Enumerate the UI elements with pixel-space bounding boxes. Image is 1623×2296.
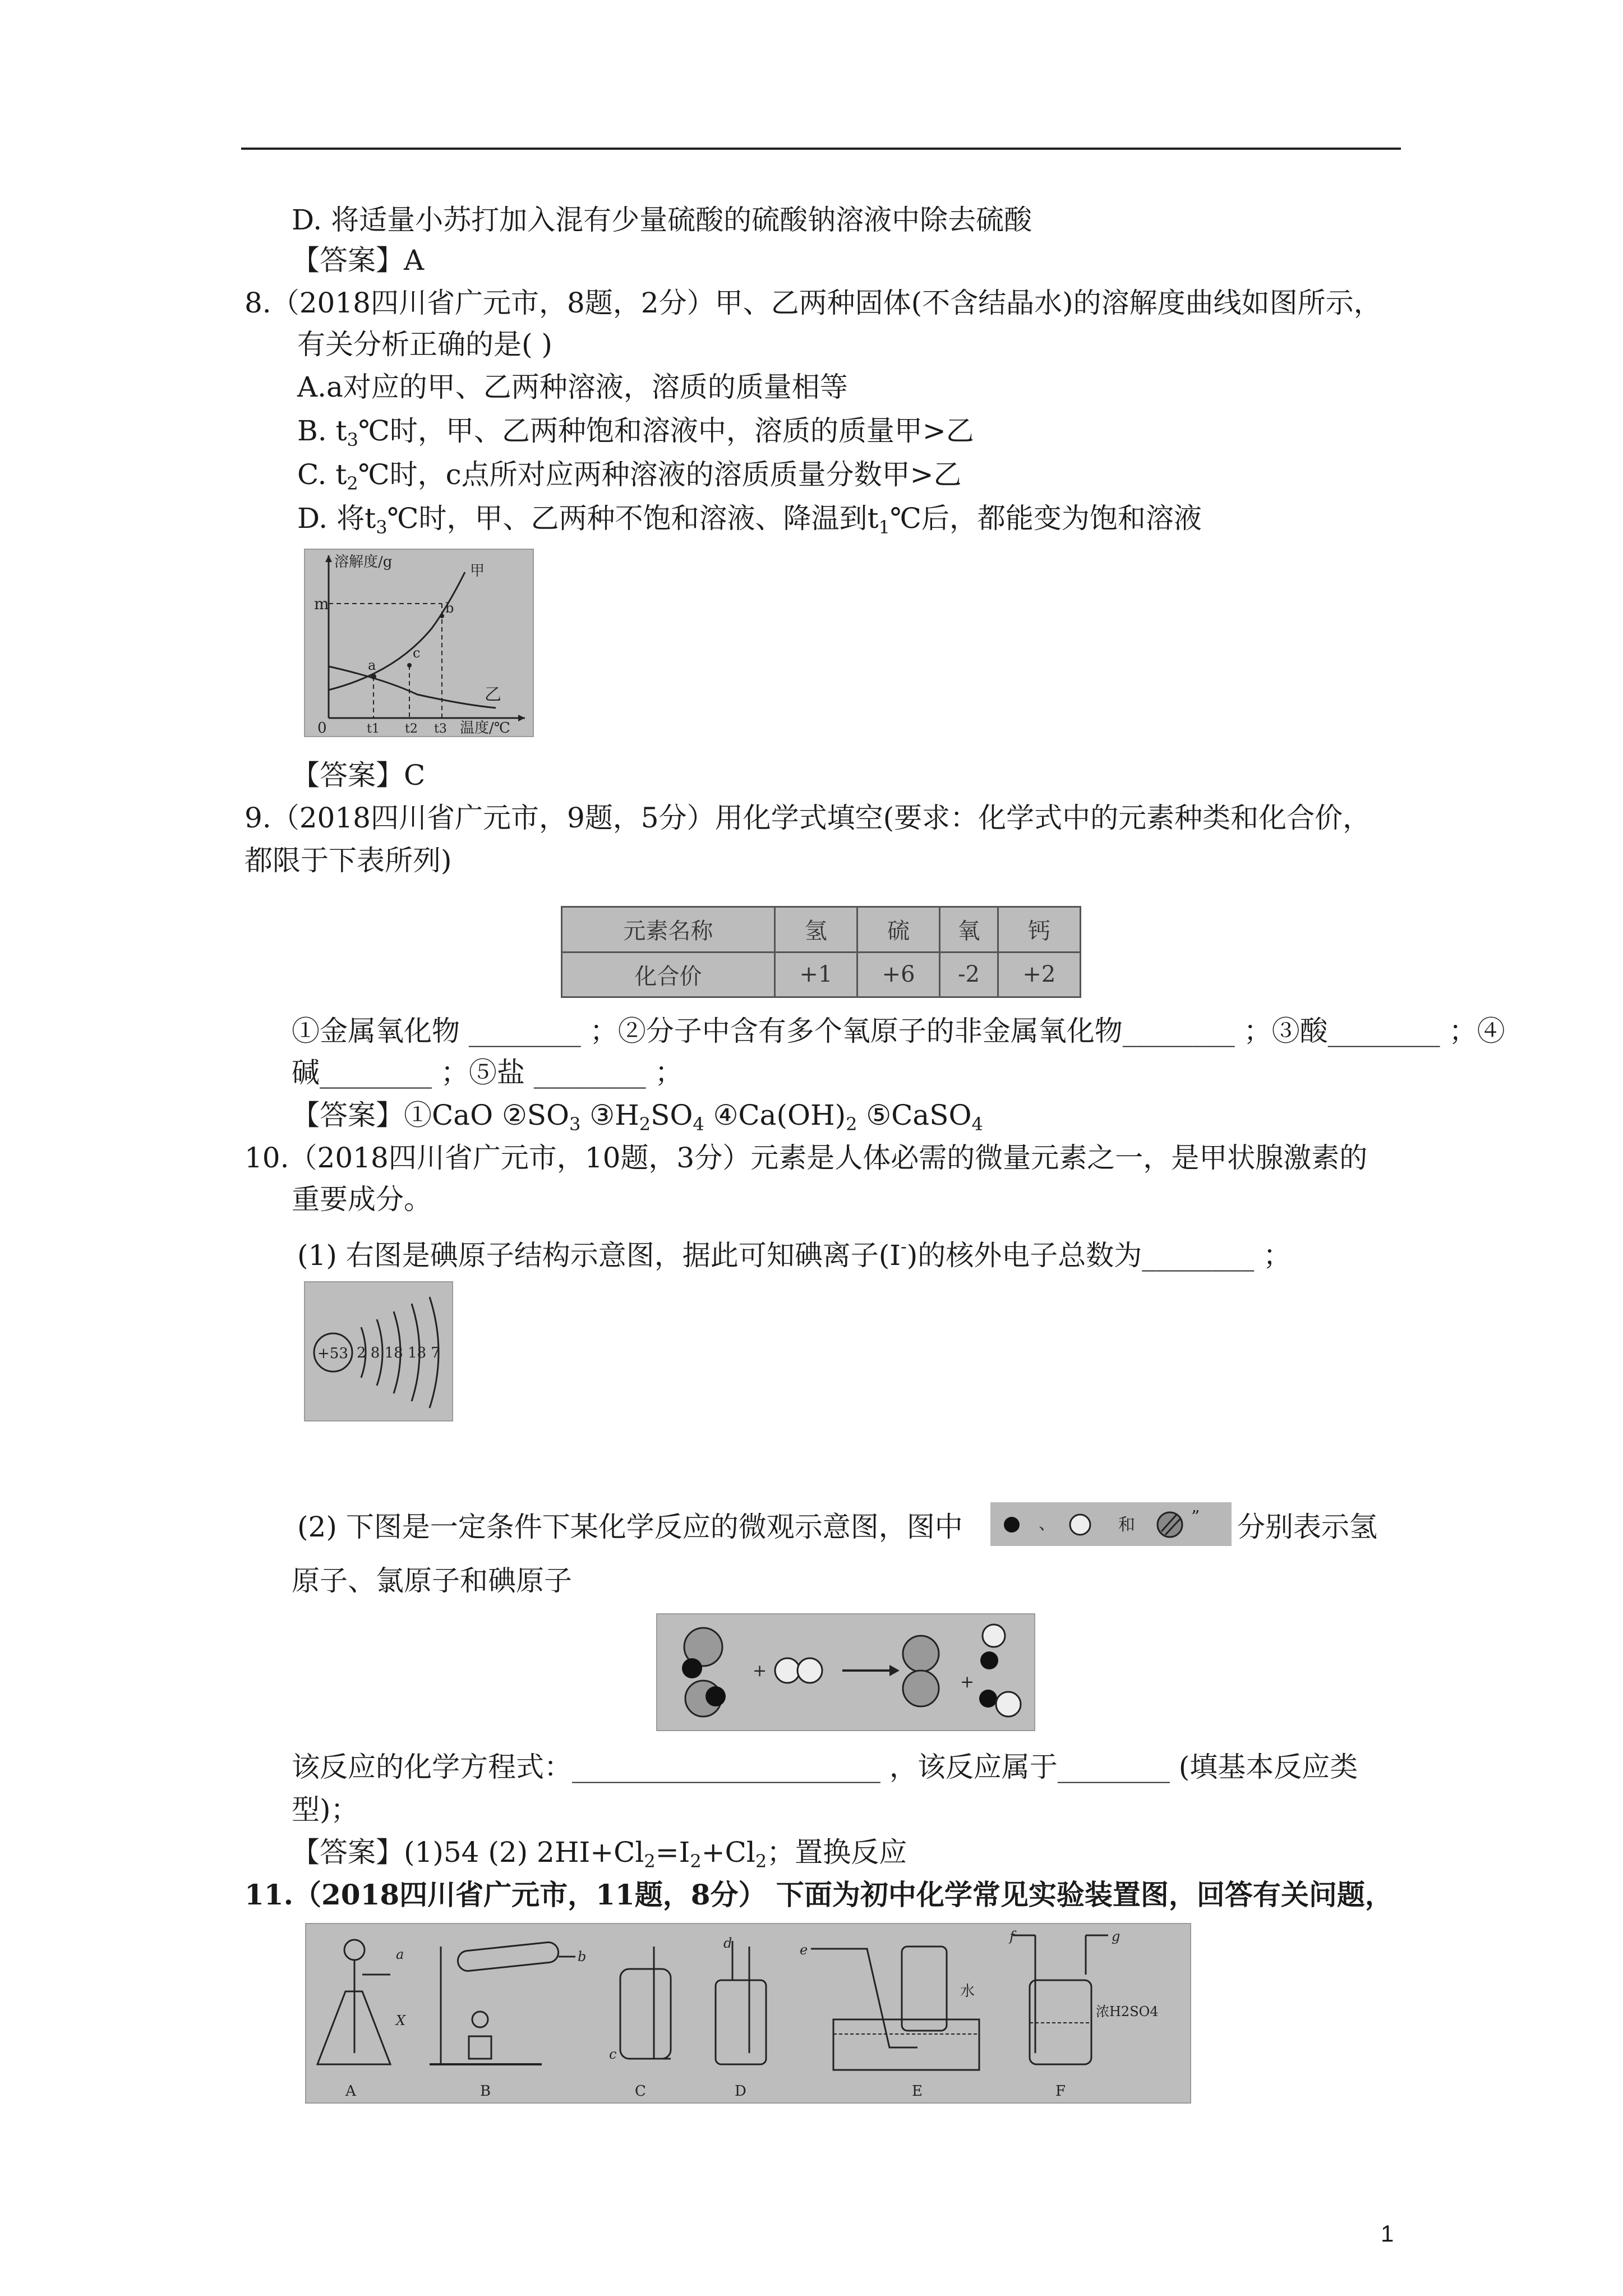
svg-text:g: g <box>1112 1929 1121 1944</box>
q10-answer: 【答案】(1)54 (2) $2HI+Cl_2=I_2+Cl_2$；置换反应 <box>292 1836 907 1872</box>
svg-text:D: D <box>735 2083 746 2100</box>
q10-part2-line2: 原子、氯原子和碘原子 <box>292 1565 572 1597</box>
point-b <box>440 614 444 618</box>
chart-xlabel: 温度/℃ <box>460 720 510 736</box>
svg-text:c: c <box>609 2046 617 2062</box>
chart-x-tick-t2: t2 <box>405 722 418 736</box>
chart-x-tick-t1: t1 <box>367 722 380 736</box>
series-label-jia: 甲 <box>470 563 485 579</box>
chlorine-atom-icon <box>1070 1515 1090 1535</box>
svg-text:、: 、 <box>1039 1514 1055 1534</box>
svg-text:c: c <box>413 645 421 661</box>
point-a <box>371 674 376 679</box>
q8-option-a: A.a对应的甲、乙两种溶液，溶质的质量相等 <box>297 371 848 403</box>
chart-origin: 0 <box>317 720 327 736</box>
q9-blanks-line2: 碱________ ；⑤盐 ________ ； <box>292 1056 683 1089</box>
svg-text:a: a <box>396 1947 404 1962</box>
page-number: 1 <box>1381 2220 1394 2247</box>
header-rule <box>241 148 1401 150</box>
q8-stem-line2: 有关分析正确的是( ) <box>297 328 552 361</box>
svg-text:”: ” <box>1191 1507 1200 1527</box>
svg-text:浓H2SO4: 浓H2SO4 <box>1096 2004 1159 2019</box>
q9-blanks-line1: ①金属氧化物 ________ ；②分子中含有多个氧原子的非金属氧化物________ ；③酸________ ；④ <box>292 1015 1505 1047</box>
q10-part2-line1: (2) 下图是一定条件下某化学反应的微观示意图，图中 <box>297 1511 963 1543</box>
q7-option-d: D. 将适量小苏打加入混有少量硫酸的硫酸钠溶液中除去硫酸 <box>292 204 1032 236</box>
svg-text:和: 和 <box>1118 1515 1135 1535</box>
svg-text:E: E <box>912 2083 923 2100</box>
q10-part1: (1) 右图是碘原子结构示意图，据此可知碘离子(I-)的核外电子总数为________ ； <box>297 1236 1292 1272</box>
atom-legend-strip <box>990 1502 1232 1546</box>
q8-answer: 【答案】C <box>292 759 426 792</box>
q8-stem-line1: 8.（2018四川省广元市，8题，2分）甲、乙两种固体(不含结晶水)的溶解度曲线如图所示， <box>245 287 1382 319</box>
curve-jia <box>329 572 465 690</box>
svg-text:d: d <box>723 1935 732 1951</box>
svg-text:f: f <box>1009 1929 1015 1944</box>
q10-equation-line1: 该反应的化学方程式：______________________ ，该反应属于________ (填基本反应类 <box>292 1751 1358 1783</box>
iodine-atom-icon <box>1158 1512 1182 1537</box>
svg-text:b: b <box>445 600 454 616</box>
svg-text:e: e <box>800 1942 808 1958</box>
lab-apparatus-figure <box>305 1923 1191 2104</box>
reaction-micro-diagram <box>656 1613 1035 1731</box>
q10-stem-line2: 重要成分。 <box>292 1183 432 1216</box>
iodine-atom-structure-figure <box>304 1281 453 1421</box>
svg-text:X: X <box>396 2013 406 2028</box>
svg-text:F: F <box>1055 2083 1066 2100</box>
svg-text:a: a <box>368 657 376 673</box>
chart-ylabel: 溶解度/g <box>334 554 393 570</box>
valence-table-header-row: 元素名称 氢 硫 氧 钙 <box>562 907 1081 953</box>
svg-text:+: + <box>960 1672 975 1692</box>
q8-option-d: D. 将$t_3℃$时，甲、乙两种不饱和溶液、降温到$t_1℃$后，都能变为饱和溶液 <box>297 502 1202 538</box>
q8-option-c: C. $t_2℃$时，c点所对应两种溶液的溶质质量分数甲>乙 <box>297 458 962 494</box>
svg-text:+: + <box>753 1661 767 1681</box>
q10-stem-line1: 10.（2018四川省广元市，10题，3分）元素是人体必需的微量元素之一，是甲状腺激素的 <box>245 1142 1368 1174</box>
electron-shells: 2 8 18 18 7 <box>357 1345 440 1361</box>
q9-stem-line1: 9.（2018四川省广元市，9题，5分）用化学式填空(要求：化学式中的元素种类和化合价， <box>245 802 1371 834</box>
svg-text:水: 水 <box>960 1983 975 2000</box>
chart-y-tick: m <box>314 595 329 613</box>
valence-table-value-row: 化合价 +1 +6 -2 +2 <box>562 952 1081 997</box>
q8-option-b: B. $t_3℃$时，甲、乙两种饱和溶液中，溶质的质量甲>乙 <box>297 415 974 450</box>
point-c <box>407 663 412 668</box>
q10-part2-tail: 分别表示氢 <box>1237 1511 1377 1543</box>
svg-text:A: A <box>345 2083 356 2100</box>
solubility-curve-figure <box>304 549 534 737</box>
svg-text:B: B <box>480 2083 491 2100</box>
nucleus-charge: +53 <box>317 1345 348 1362</box>
hydrogen-atom-icon <box>1004 1517 1020 1533</box>
q9-answer: 【答案】①CaO $②SO_3$ $③H_2SO_4$ $④Ca(OH)_2$ ⑤CaSO$_4$ <box>292 1099 983 1135</box>
q10-equation-line2: 型)； <box>292 1793 359 1826</box>
q7-answer: 【答案】A <box>292 244 425 277</box>
q9-stem-line2: 都限于下表所列) <box>245 844 452 877</box>
valence-table <box>561 906 1081 998</box>
chart-x-tick-t3: t3 <box>434 722 447 736</box>
svg-text:C: C <box>635 2083 646 2100</box>
q11-stem: 11.（2018四川省广元市，11题，8分） 下面为初中化学常见实验装置图，回答有关问题， <box>245 1878 1393 1911</box>
svg-text:b: b <box>578 1949 587 1964</box>
curve-yi <box>329 666 496 708</box>
series-label-yi: 乙 <box>485 685 501 705</box>
